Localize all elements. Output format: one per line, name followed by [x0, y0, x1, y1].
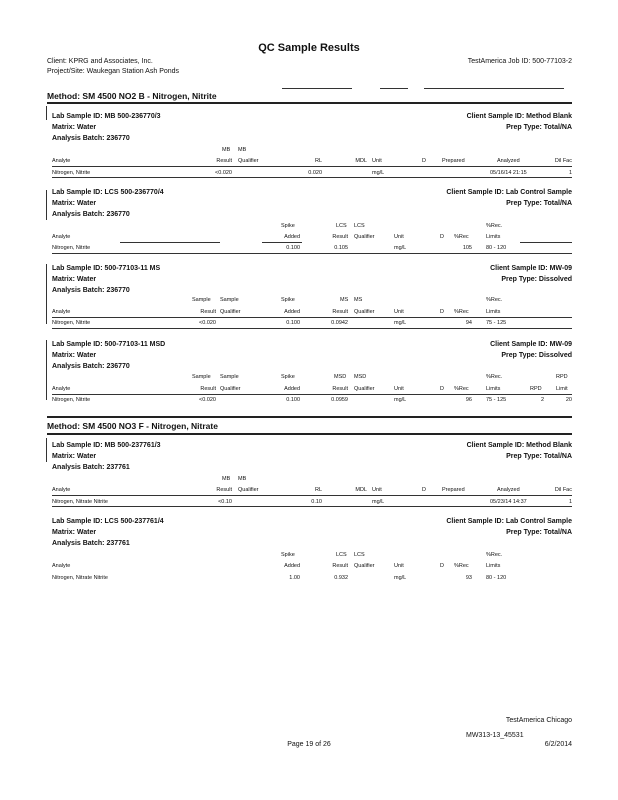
unit: mg/L: [394, 575, 407, 581]
col-header: Limits: [486, 563, 501, 569]
col-header: D: [440, 234, 444, 240]
lab-sample-id: Lab Sample ID: LCS 500-237761/4: [52, 518, 164, 525]
col-header: Limits: [486, 309, 501, 315]
method-title-nitrate: Method: SM 4500 NO3 F - Nitrogen, Nitrate: [47, 421, 218, 431]
prep-type: Prep Type: Dissolved: [501, 352, 572, 359]
client-sample-id: Client Sample ID: Lab Control Sample: [446, 189, 572, 196]
header-top: MS: [340, 297, 349, 303]
matrix: Matrix: Water: [52, 124, 97, 131]
col-header: Result: [332, 563, 348, 569]
unit: mg/L: [394, 397, 407, 403]
prep-type: Prep Type: Total/NA: [506, 200, 572, 207]
unit: mg/L: [394, 245, 407, 251]
rec: 105: [462, 245, 472, 251]
header-top: Spike: [281, 297, 295, 303]
header-top: MS: [354, 297, 363, 303]
matrix: Matrix: Water: [52, 200, 97, 207]
result: <0.10: [218, 499, 232, 505]
client-name: Client: KPRG and Associates, Inc.: [47, 58, 153, 65]
col-header: Qualifier: [220, 386, 241, 392]
rec: 94: [465, 320, 472, 326]
col-header: Unit: [394, 234, 404, 240]
page-title: QC Sample Results: [258, 42, 360, 54]
footer-company: TestAmerica Chicago: [505, 717, 572, 724]
msd-result: 0.0959: [331, 397, 348, 403]
col-header: Limits: [486, 386, 501, 392]
analyte: Nitrogen, Nitrite: [52, 170, 91, 176]
client-sample-id: Client Sample ID: Method Blank: [466, 113, 572, 120]
dil-fac: 1: [568, 170, 572, 176]
col-header: Unit: [394, 309, 404, 315]
col-header: Result: [332, 386, 348, 392]
limits: 75 - 125: [486, 320, 507, 326]
analyte: Nitrogen, Nitrite: [52, 245, 91, 251]
col-header: Added: [284, 563, 300, 569]
col-header: Analyte: [52, 487, 71, 493]
sample-result: <0.020: [199, 320, 216, 326]
col-header: Added: [284, 234, 300, 240]
col-header: Result: [216, 158, 232, 164]
lcs-result: 0.105: [334, 245, 348, 251]
header-top: Spike: [281, 223, 295, 229]
limits: 80 - 120: [486, 575, 507, 581]
analyte: Nitrogen, Nitrite: [52, 397, 91, 403]
col-header: Limits: [486, 234, 501, 240]
footer-date: 6/2/2014: [544, 741, 572, 748]
col-header: Qualifier: [354, 234, 375, 240]
header-top: RPD: [556, 374, 568, 380]
col-header: Result: [332, 309, 348, 315]
added: 0.100: [286, 320, 300, 326]
header-top: %Rec.: [486, 374, 503, 380]
col-header: Analyte: [52, 563, 71, 569]
result: <0.020: [215, 170, 232, 176]
header-top: MSD: [354, 374, 367, 380]
col-header: Unit: [372, 158, 382, 164]
sample-result: <0.020: [199, 397, 216, 403]
header-top: MB: [222, 476, 231, 482]
header-top: MSD: [334, 374, 347, 380]
col-header: Qualifier: [238, 487, 259, 493]
col-header: Analyzed: [497, 487, 520, 493]
analyzed: 05/16/14 21:15: [490, 170, 527, 176]
col-header: Prepared: [442, 487, 465, 493]
analyte: Nitrogen, Nitrate Nitrite: [52, 499, 108, 505]
col-header: Qualifier: [354, 309, 375, 315]
rec: 96: [465, 397, 472, 403]
unit: mg/L: [372, 499, 385, 505]
limits: 80 - 120: [486, 245, 507, 251]
col-header: D: [422, 487, 426, 493]
rpd-limit: 20: [565, 397, 572, 403]
col-header: RL: [314, 487, 322, 493]
col-header: Dil Fac: [554, 158, 572, 164]
col-header: Analyte: [52, 158, 71, 164]
col-header: Qualifier: [354, 563, 375, 569]
analysis-batch: Analysis Batch: 236770: [52, 287, 130, 294]
rl: 0.10: [311, 499, 322, 505]
header-top: MB: [222, 147, 231, 153]
col-header: Added: [284, 386, 300, 392]
col-header: Result: [216, 487, 232, 493]
added: 0.100: [286, 397, 300, 403]
matrix: Matrix: Water: [52, 529, 97, 536]
col-header: Prepared: [442, 158, 465, 164]
job-id: TestAmerica Job ID: 500-77103-2: [467, 58, 572, 65]
col-header: Unit: [394, 386, 404, 392]
header-top: LCS: [336, 552, 347, 558]
page-number: Page 19 of 26: [287, 741, 331, 748]
client-sample-id: Client Sample ID: Method Blank: [466, 442, 572, 449]
header-top: Sample: [192, 374, 211, 380]
unit: mg/L: [394, 320, 407, 326]
col-header: Result: [200, 309, 216, 315]
lab-sample-id: Lab Sample ID: 500-77103-11 MSD: [52, 341, 166, 348]
footer-doc-id: MW313-13_45531: [466, 732, 524, 739]
header-top: Sample: [220, 374, 239, 380]
col-header: %Rec: [454, 309, 469, 315]
lab-sample-id: Lab Sample ID: LCS 500-236770/4: [52, 189, 164, 196]
analysis-batch: Analysis Batch: 236770: [52, 211, 130, 218]
limits: 75 - 125: [486, 397, 507, 403]
col-header: Unit: [394, 563, 404, 569]
lab-sample-id: Lab Sample ID: MB 500-237761/3: [52, 442, 161, 449]
header-top: Spike: [281, 374, 295, 380]
col-header: Qualifier: [354, 386, 375, 392]
col-header: Dil Fac: [554, 487, 572, 493]
client-sample-id: Client Sample ID: Lab Control Sample: [446, 518, 572, 525]
col-header: D: [422, 158, 426, 164]
analyte: Nitrogen, Nitrate Nitrite: [52, 575, 108, 581]
rpd: 2: [540, 397, 544, 403]
added: 1.00: [289, 575, 300, 581]
client-sample-id: Client Sample ID: MW-09: [490, 341, 572, 348]
matrix: Matrix: Water: [52, 276, 97, 283]
col-header: D: [440, 309, 444, 315]
col-header: RPD: [530, 386, 542, 392]
header-top: LCS: [336, 223, 347, 229]
analysis-batch: Analysis Batch: 236770: [52, 363, 130, 370]
col-header: Analyte: [52, 309, 71, 315]
col-header: %Rec: [454, 234, 469, 240]
prep-type: Prep Type: Total/NA: [506, 453, 572, 460]
col-header: Unit: [372, 487, 382, 493]
col-header: %Rec: [454, 563, 469, 569]
dil-fac: 1: [568, 499, 572, 505]
col-header: Analyte: [52, 386, 71, 392]
col-header: Qualifier: [238, 158, 259, 164]
header-top: %Rec.: [486, 297, 503, 303]
matrix: Matrix: Water: [52, 453, 97, 460]
header-top: MB: [238, 476, 247, 482]
col-header: Added: [284, 309, 300, 315]
prep-type: Prep Type: Total/NA: [506, 124, 572, 131]
ms-result: 0.0942: [331, 320, 348, 326]
method-title-nitrite: Method: SM 4500 NO2 B - Nitrogen, Nitrite: [47, 91, 217, 101]
analyte: Nitrogen, Nitrite: [52, 320, 91, 326]
prep-type: Prep Type: Total/NA: [506, 529, 572, 536]
col-header: MDL: [355, 158, 367, 164]
col-header: Qualifier: [220, 309, 241, 315]
col-header: D: [440, 563, 444, 569]
analysis-batch: Analysis Batch: 237761: [52, 540, 130, 547]
prep-type: Prep Type: Dissolved: [501, 276, 572, 283]
col-header: %Rec: [454, 386, 469, 392]
rl: 0.020: [308, 170, 322, 176]
project-site: Project/Site: Waukegan Station Ash Ponds: [47, 68, 180, 75]
col-header: Result: [332, 234, 348, 240]
col-header: MDL: [355, 487, 367, 493]
header-top: %Rec.: [486, 552, 503, 558]
header-top: LCS: [354, 552, 365, 558]
analyzed: 05/23/14 14:37: [490, 499, 527, 505]
analysis-batch: Analysis Batch: 237761: [52, 464, 130, 471]
col-header: Analyte: [52, 234, 71, 240]
col-header: Limit: [556, 386, 568, 392]
header-top: %Rec.: [486, 223, 503, 229]
rec: 93: [465, 575, 472, 581]
col-header: Result: [200, 386, 216, 392]
matrix: Matrix: Water: [52, 352, 97, 359]
client-sample-id: Client Sample ID: MW-09: [490, 265, 572, 272]
col-header: Analyzed: [497, 158, 520, 164]
col-header: D: [440, 386, 444, 392]
header-top: Sample: [220, 297, 239, 303]
added: 0.100: [286, 245, 300, 251]
analysis-batch: Analysis Batch: 236770: [52, 135, 130, 142]
lcs-result: 0.932: [334, 575, 348, 581]
lab-sample-id: Lab Sample ID: 500-77103-11 MS: [52, 265, 161, 272]
header-top: LCS: [354, 223, 365, 229]
lab-sample-id: Lab Sample ID: MB 500-236770/3: [52, 113, 161, 120]
unit: mg/L: [372, 170, 385, 176]
header-top: Sample: [192, 297, 211, 303]
header-top: Spike: [281, 552, 295, 558]
col-header: RL: [314, 158, 322, 164]
header-top: MB: [238, 147, 247, 153]
